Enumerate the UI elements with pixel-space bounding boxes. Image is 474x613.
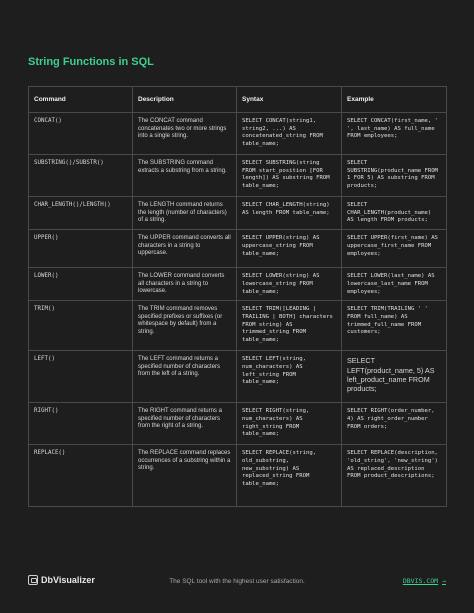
syntax-cell: SELECT SUBSTRING(string FROM start_position [FOR length]) AS substring FROM table_name; [237, 155, 342, 197]
description-cell: The UPPER command converts all characters in a string to uppercase. [133, 230, 237, 268]
footer [28, 575, 446, 589]
example-cell: SELECT RIGHT(order_number, 4) AS right_order_number FROM orders; [342, 403, 447, 445]
command-cell: TRIM() [29, 301, 133, 351]
example-cell: SELECT SUBSTRING(product_name FROM 1 FOR 5) AS substring FROM products; [342, 155, 447, 197]
arrow-right-icon: → [442, 577, 446, 585]
command-cell: CONCAT() [29, 113, 133, 155]
table-row [29, 445, 447, 507]
table-row [29, 403, 447, 445]
command-cell: REPLACE() [29, 445, 133, 507]
table-row [29, 155, 447, 197]
table-header-row [29, 87, 447, 113]
header-syntax: Syntax [237, 87, 342, 113]
example-cell: SELECT CHAR_LENGTH(product_name) AS length FROM products; [342, 197, 447, 230]
syntax-cell: SELECT UPPER(string) AS uppercase_string FROM table_name; [237, 230, 342, 268]
syntax-cell: SELECT TRIM([LEADING | TRAILING | BOTH] characters FROM string) AS trimmed_string FROM table_name; [237, 301, 342, 351]
syntax-cell: SELECT CONCAT(string1, string2, ...) AS concatenated_string FROM table_name; [237, 113, 342, 155]
command-cell: SUBSTRING()/SUBSTR() [29, 155, 133, 197]
header-description: Description [133, 87, 237, 113]
header-command: Command [29, 87, 133, 113]
table-row [29, 113, 447, 155]
command-cell: RIGHT() [29, 403, 133, 445]
website-link[interactable] [403, 577, 446, 585]
description-cell: The RIGHT command returns a specified number of characters from the right of a string. [133, 403, 237, 445]
description-cell: The LEFT command returns a specified number of characters from the left of a string. [133, 351, 237, 403]
example-cell: SELECT REPLACE(description, 'old_string', 'new_string') AS replaced_description FROM product_descriptions; [342, 445, 447, 507]
tagline: The SQL tool with the highest user satisfaction. [169, 578, 305, 585]
example-cell: SELECT LEFT(product_name, 5) AS left_product_name FROM products; [342, 351, 447, 403]
string-functions-table [28, 86, 447, 507]
example-cell: SELECT CONCAT(first_name, ' ', last_name) AS full_name FROM employees; [342, 113, 447, 155]
description-cell: The SUBSTRING command extracts a substring from a string. [133, 155, 237, 197]
table-row [29, 197, 447, 230]
description-cell: The TRIM command removes specified prefixes or suffixes (or whitespace by default) from a string. [133, 301, 237, 351]
header-example: Example [342, 87, 447, 113]
description-cell: The CONCAT command concatenates two or more strings into a single string. [133, 113, 237, 155]
description-cell: The LENGTH command returns the length (number of characters) of a string. [133, 197, 237, 230]
syntax-cell: SELECT CHAR_LENGTH(string) AS length FROM table_name; [237, 197, 342, 230]
example-cell: SELECT UPPER(first_name) AS uppercase_first_name FROM employees; [342, 230, 447, 268]
page-title: String Functions in SQL [28, 56, 154, 68]
table-row [29, 351, 447, 403]
example-cell: SELECT TRIM(TRAILING ' ' FROM full_name) AS trimmed_full_name FROM customers; [342, 301, 447, 351]
website-link-label: DBVIS.COM [402, 577, 439, 585]
syntax-cell: SELECT REPLACE(string, old_substring, new_substring) AS replaced_string FROM table_name; [237, 445, 342, 507]
description-cell: The LOWER command converts all characters in a string to lowercase. [133, 268, 237, 301]
example-cell: SELECT LOWER(last_name) AS lowercase_last_name FROM employees; [342, 268, 447, 301]
table-row [29, 230, 447, 268]
description-cell: The REPLACE command replaces occurrences of a substring within a string. [133, 445, 237, 507]
table-row [29, 301, 447, 351]
brand-name: DbVisualizer [41, 575, 95, 585]
syntax-cell: SELECT LOWER(string) AS lowercase_string FROM table_name; [237, 268, 342, 301]
command-cell: CHAR_LENGTH()/LENGTH() [29, 197, 133, 230]
command-cell: LEFT() [29, 351, 133, 403]
table-row [29, 268, 447, 301]
syntax-cell: SELECT RIGHT(string, num_characters) AS right_string FROM table_name; [237, 403, 342, 445]
command-cell: UPPER() [29, 230, 133, 268]
command-cell: LOWER() [29, 268, 133, 301]
syntax-cell: SELECT LEFT(string, num_characters) AS left_string FROM table_name; [237, 351, 342, 403]
